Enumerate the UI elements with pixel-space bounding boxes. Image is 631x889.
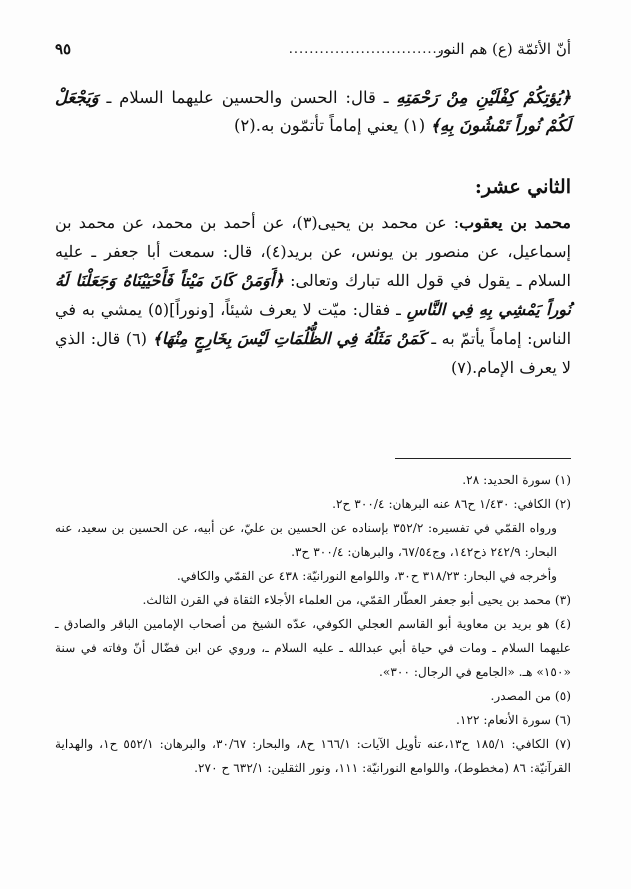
- quran-quote: ﴿يُؤتِكُمْ كِفْلَيْنِ مِنْ رَحْمَتِهِ: [396, 88, 571, 107]
- section-heading: الثاني عشر:: [474, 176, 571, 198]
- footnote: (٧) الكافي: ١٨٥/١ ح١٣،عنه تأويل الآيات: ١٦٦/١ ح٨، والبحار: ٣٠/٦٧، والبرهان: ٥٥٢/١ ح١، والهداية القرآنيّة: ٨٦ (مخطوط)، واللوامع النورانيّة: ١١١، ونور الثقلين: ٦٣٢/١ ح ٢٧٠.: [55, 737, 572, 775]
- opening-paragraph: [55, 84, 571, 140]
- quran-quote: وَيَجْعَلْ لَكُمْ نُوراً تَمْشُونَ بِهِ﴾: [55, 88, 571, 135]
- paragraph-text: (٦) قال: الذي لا يعرف الإمام.(٧): [55, 329, 571, 377]
- narrator-name: محمد بن يعقوب: [459, 213, 572, 232]
- footnote: (٢) الكافي: ١/٤٣٠ ح٨٦ عنه البرهان: ٣٠٠/٤ ح٢.: [332, 497, 571, 511]
- hadith-paragraph: [55, 208, 571, 382]
- paragraph-text: (١) يعني إماماً تأتمّون به.(٢): [233, 116, 431, 135]
- quran-quote: كَمَنْ مَثَلُهُ فِي الظُّلُمَاتِ لَيْسَ بِخَارِجٍ مِنْهَا﴾: [152, 329, 426, 348]
- quran-quote: ﴿أَوَمَنْ كَانَ مَيْتاً فَأَحْيَيْنَاهُ وَجَعَلْنَا لَهُ نُوراً يَمْشِي بِهِ فِي النَّاسِ: [55, 271, 572, 319]
- footnote-divider: [395, 458, 571, 459]
- footnote: (١) سورة الحديد: ٢٨.: [462, 473, 571, 487]
- page-header: [55, 36, 571, 64]
- paragraph-text: : عن محمد بن يحيى(٣)، عن أحمد بن محمد، عن محمد بن إسماعيل، عن منصور بن يونس، عن بريد(٤)، قال: سمعت أبا جعفر ـ عليه السلام ـ يقول في قول الله تبارك وتعالى:: [55, 213, 572, 290]
- footnotes: [55, 468, 571, 780]
- header-leader-dots: ................................: [288, 42, 453, 57]
- footnote-continuation: وأخرجه في البحار: ٣١٨/٢٣ ح٣٠، واللوامع النورانيّة: ٤٣٨ عن القمّي والكافي.: [176, 569, 557, 583]
- footnote: (٤) هو بريد بن معاوية أبو القاسم العجلي الكوفي، عدّه الشيخ من أصحاب الإمامين الباقر والصادق ـ عليهما السلام ـ ومات في حياة أبي عبدالله ـ عليه السلام ـ، وروي عن ابن فضّال أنّ وفاته في سنة «١٥٠» هـ. «الجامع في الرجال: ٣٠٠».: [55, 617, 571, 679]
- paragraph-text: ـ فقال: ميّت لا يعرف شيئاً، [ونوراً](٥) يمشي به في الناس: إماماً يأتمّ به ـ: [55, 300, 572, 348]
- footnote: (٦) سورة الأنعام: ١٢٢.: [456, 713, 571, 727]
- footnote: (٣) محمد بن يحيى أبو جعفر العطّار القمّي، من العلماء الأجلاء الثقاة في القرن الثالث.: [142, 593, 571, 607]
- page-number: ٩٥: [55, 40, 72, 58]
- footnote: (٥) من المصدر.: [490, 689, 571, 703]
- footnote-continuation: ورواه القمّي في تفسيره: ٣٥٢/٢ بإسناده عن الحسين بن عليّ، عن أبيه، عن الحسين بن سعيد، عنه البحار: ٢٤٢/٩ ذح١٤٢، وج٦٧/٥٤، والبرهان: ٣٠٠/٤ ح٣.: [55, 521, 557, 559]
- running-title: أنّ الأئمّة (ع) هم النور: [436, 40, 571, 58]
- paragraph-text: ـ قال: الحسن والحسين عليهما السلام ـ: [98, 88, 397, 107]
